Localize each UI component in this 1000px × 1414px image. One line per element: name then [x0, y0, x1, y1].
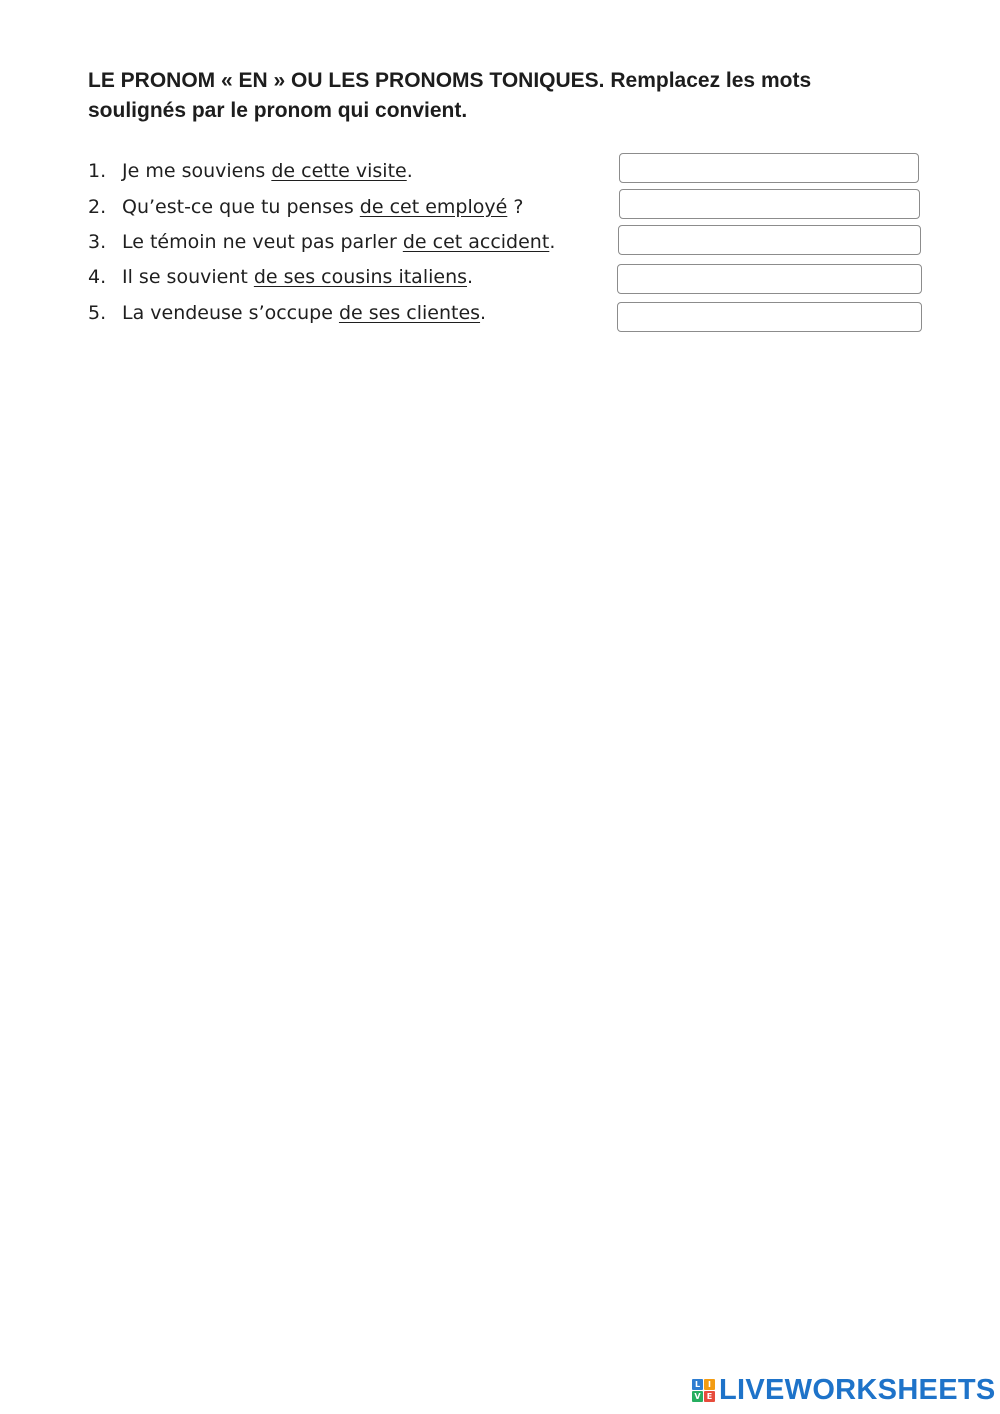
item-text-after: . — [406, 160, 413, 182]
logo-letter: V — [692, 1391, 703, 1402]
item-text-after: . — [467, 266, 474, 288]
instructions-title: LE PRONOM « EN » OU LES PRONOMS TONIQUES. — [88, 69, 605, 92]
exercise-item-4 — [88, 262, 473, 292]
item-text-before: Il se souvient — [122, 266, 254, 288]
item-number: 4. — [88, 266, 107, 288]
item-underlined-words: de ses cousins italiens — [253, 266, 468, 288]
item-underlined-words: de ses clientes — [338, 302, 481, 324]
logo-letter: I — [704, 1379, 715, 1390]
exercise-item-1 — [88, 156, 413, 186]
item-number: 3. — [88, 231, 107, 253]
instructions-text: Remplacez les mots soulignés par le pronom qui convient. — [88, 69, 812, 122]
logo-mark-icon — [692, 1379, 715, 1402]
item-text-after: ? — [507, 196, 524, 218]
item-number: 2. — [88, 196, 107, 218]
logo-text: LIVEWORKSHEETS — [719, 1373, 996, 1406]
answer-input-3[interactable] — [618, 225, 921, 255]
logo-letter: E — [704, 1391, 715, 1402]
liveworksheets-logo — [692, 1374, 996, 1406]
item-underlined-words: de cet employé — [359, 196, 508, 218]
item-text-after: . — [549, 231, 556, 253]
item-number: 5. — [88, 302, 107, 324]
exercise-item-5 — [88, 298, 486, 328]
item-number: 1. — [88, 160, 107, 182]
item-underlined-words: de cette visite — [271, 160, 407, 182]
item-text-before: Qu’est-ce que tu penses — [122, 196, 360, 218]
logo-letter: L — [692, 1379, 703, 1390]
answer-input-4[interactable] — [617, 264, 922, 294]
answer-input-5[interactable] — [617, 302, 922, 332]
exercise-item-3 — [88, 227, 555, 257]
exercise-item-2 — [88, 192, 523, 222]
item-text-before: La vendeuse s’occupe — [122, 302, 339, 324]
instructions — [88, 66, 888, 126]
item-text-before: Le témoin ne veut pas parler — [122, 231, 403, 253]
answer-input-1[interactable] — [619, 153, 919, 183]
item-text-after: . — [480, 302, 487, 324]
item-text-before: Je me souviens — [122, 160, 272, 182]
item-underlined-words: de cet accident — [402, 231, 550, 253]
answer-input-2[interactable] — [619, 189, 920, 219]
